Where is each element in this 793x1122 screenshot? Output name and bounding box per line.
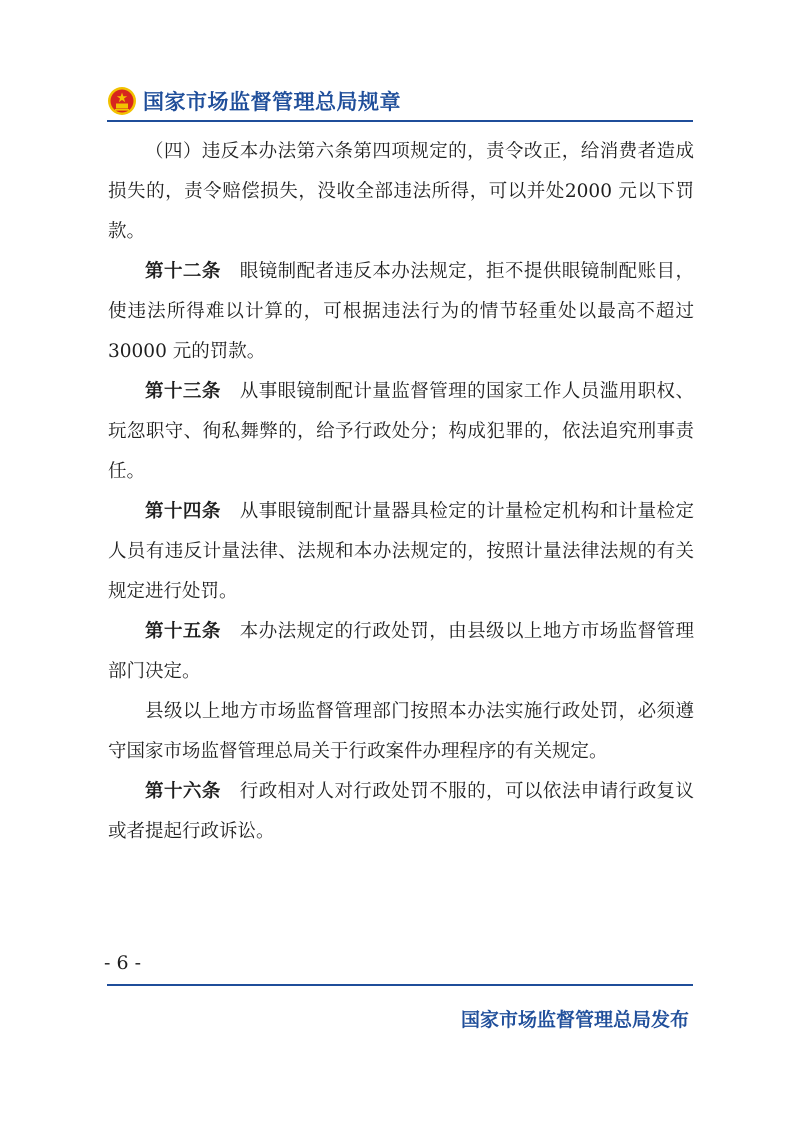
paragraph xyxy=(108,492,694,612)
paragraph-text: 行政相对人对行政处罚不服的，可以依法申请行政复议或者提起行政诉讼。 xyxy=(108,781,694,842)
footer-publisher: 国家市场监督管理总局发布 xyxy=(460,1009,689,1031)
paragraph-text: 本办法规定的行政处罚，由县级以上地方市场监督管理部门决定。 xyxy=(108,621,694,682)
page-number: - 6 - xyxy=(104,952,142,974)
paragraph-text: 从事眼镜制配计量器具检定的计量检定机构和计量检定人员有违反计量法律、法规和本办法规定的，按照计量法律法规的有关规定进行处罚。 xyxy=(108,501,694,602)
paragraph xyxy=(108,252,694,372)
article-number: 第十六条 xyxy=(145,781,221,802)
footer-divider xyxy=(107,984,693,986)
national-emblem-icon xyxy=(107,86,137,116)
page-header xyxy=(107,84,401,118)
header-divider xyxy=(107,120,693,122)
paragraph xyxy=(108,692,694,772)
paragraph-text: （四）违反本办法第六条第四项规定的，责令改正，给消费者造成损失的，责令赔偿损失，没收全部违法所得，可以并处2000 元以下罚款。 xyxy=(108,141,694,242)
paragraph-text: 县级以上地方市场监督管理部门按照本办法实施行政处罚，必须遵守国家市场监督管理总局关于行政案件办理程序的有关规定。 xyxy=(108,701,694,762)
article-number: 第十三条 xyxy=(145,381,221,402)
paragraph xyxy=(108,612,694,692)
paragraph xyxy=(108,372,694,492)
document-body xyxy=(108,132,694,852)
article-number: 第十五条 xyxy=(145,621,221,642)
header-title: 国家市场监督管理总局规章 xyxy=(143,90,401,114)
paragraph-text: 从事眼镜制配计量监督管理的国家工作人员滥用职权、玩忽职守、徇私舞弊的，给予行政处分；构成犯罪的，依法追究刑事责任。 xyxy=(108,381,694,482)
paragraph xyxy=(108,772,694,852)
paragraph xyxy=(108,132,694,252)
article-number: 第十四条 xyxy=(145,501,221,522)
paragraph-text: 眼镜制配者违反本办法规定，拒不提供眼镜制配账目，使违法所得难以计算的，可根据违法行为的情节轻重处以最高不超过 30000 元的罚款。 xyxy=(108,261,694,362)
article-number: 第十二条 xyxy=(145,261,221,282)
